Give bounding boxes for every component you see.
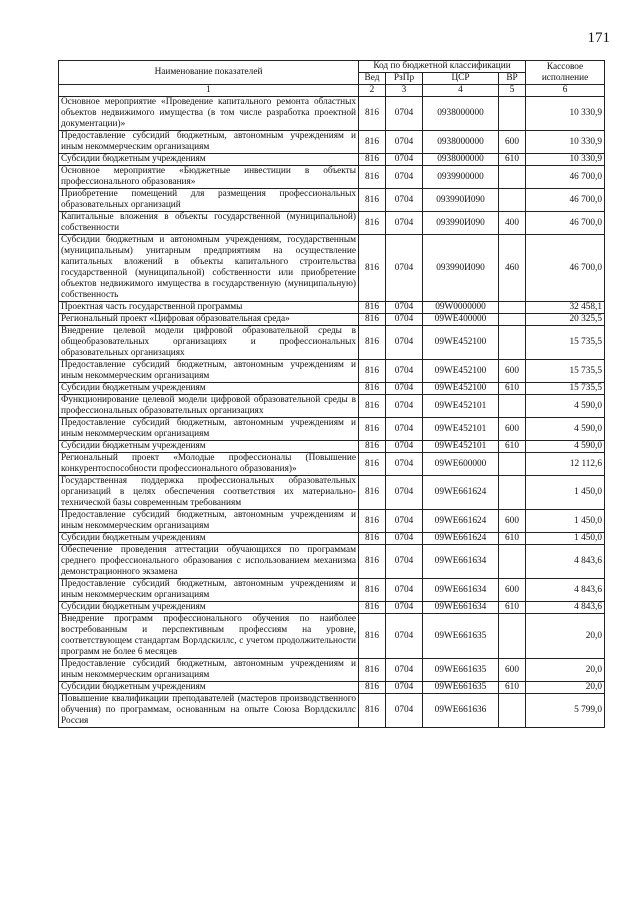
- executed-amount: 15 735,5: [526, 383, 605, 395]
- executed-amount: 20,0: [526, 682, 605, 694]
- ved-code: 816: [359, 510, 386, 533]
- ved-code: 816: [359, 602, 386, 614]
- vr-code: 600: [499, 510, 526, 533]
- rzpr-code: 0704: [386, 694, 423, 728]
- executed-amount: 4 843,6: [526, 579, 605, 602]
- indicator-name: Предоставление субсидий бюджетным, автономным учреждениям и иным некоммерческим организациям: [59, 418, 359, 441]
- csr-code: 09WE661636: [423, 694, 499, 728]
- table-row: [59, 533, 605, 545]
- csr-code: 09WE661634: [423, 545, 499, 579]
- ved-code: 816: [359, 395, 386, 418]
- ved-code: 816: [359, 131, 386, 154]
- table-row: [59, 235, 605, 302]
- rzpr-code: 0704: [386, 97, 423, 131]
- executed-amount: 46 700,0: [526, 166, 605, 189]
- vr-code: [499, 189, 526, 212]
- ved-code: 816: [359, 235, 386, 302]
- table-row: [59, 602, 605, 614]
- table-row: [59, 510, 605, 533]
- table-row: [59, 131, 605, 154]
- column-index: 2: [359, 85, 386, 97]
- executed-amount: 46 700,0: [526, 235, 605, 302]
- rzpr-code: 0704: [386, 154, 423, 166]
- vr-code: [499, 476, 526, 510]
- vr-code: 400: [499, 212, 526, 235]
- executed-amount: 4 843,6: [526, 602, 605, 614]
- table-row: [59, 659, 605, 682]
- ved-code: 816: [359, 533, 386, 545]
- ved-code: 816: [359, 314, 386, 326]
- table-row: [59, 453, 605, 476]
- rzpr-code: 0704: [386, 441, 423, 453]
- table-row: [59, 579, 605, 602]
- executed-amount: 20 325,5: [526, 314, 605, 326]
- vr-code: 600: [499, 131, 526, 154]
- indicator-name: Внедрение целевой модели цифровой образовательной среды в общеобразовательных организациях и профессиональных образовательных организациях: [59, 326, 359, 360]
- executed-amount: 12 112,6: [526, 453, 605, 476]
- csr-code: 09WE600000: [423, 453, 499, 476]
- budget-table: [58, 60, 605, 728]
- vr-code: [499, 545, 526, 579]
- vr-code: [499, 314, 526, 326]
- rzpr-code: 0704: [386, 682, 423, 694]
- table-body: [59, 97, 605, 728]
- ved-code: 816: [359, 579, 386, 602]
- executed-amount: 15 735,5: [526, 360, 605, 383]
- rzpr-code: 0704: [386, 418, 423, 441]
- rzpr-code: 0704: [386, 476, 423, 510]
- table-row: [59, 154, 605, 166]
- rzpr-code: 0704: [386, 235, 423, 302]
- csr-code: 0938000000: [423, 154, 499, 166]
- rzpr-code: 0704: [386, 510, 423, 533]
- executed-amount: 20,0: [526, 659, 605, 682]
- column-index: 4: [423, 85, 499, 97]
- rzpr-code: 0704: [386, 131, 423, 154]
- header-amount: Кассовое исполнение: [526, 61, 605, 85]
- vr-code: [499, 302, 526, 314]
- csr-code: 09WE661635: [423, 659, 499, 682]
- ved-code: 816: [359, 383, 386, 395]
- csr-code: 09WE661624: [423, 476, 499, 510]
- csr-code: 09WE661635: [423, 614, 499, 659]
- indicator-name: Субсидии бюджетным учреждениям: [59, 441, 359, 453]
- vr-code: 460: [499, 235, 526, 302]
- indicator-name: Субсидии бюджетным учреждениям: [59, 602, 359, 614]
- indicator-name: Субсидии бюджетным учреждениям: [59, 682, 359, 694]
- vr-code: 610: [499, 154, 526, 166]
- table-row: [59, 418, 605, 441]
- ved-code: 816: [359, 476, 386, 510]
- table-row: [59, 395, 605, 418]
- vr-code: 600: [499, 418, 526, 441]
- table-row: [59, 97, 605, 131]
- csr-code: 09W0000000: [423, 302, 499, 314]
- column-index: 5: [499, 85, 526, 97]
- table-row: [59, 383, 605, 395]
- table-row: [59, 360, 605, 383]
- indicator-name: Субсидии бюджетным учреждениям: [59, 154, 359, 166]
- indicator-name: Проектная часть государственной программы: [59, 302, 359, 314]
- indicator-name: Функционирование целевой модели цифровой образовательной среды в профессиональных образовательных организациях: [59, 395, 359, 418]
- vr-code: 610: [499, 682, 526, 694]
- executed-amount: 32 458,1: [526, 302, 605, 314]
- rzpr-code: 0704: [386, 326, 423, 360]
- vr-code: 600: [499, 659, 526, 682]
- column-index-row: [59, 85, 605, 97]
- table-row: [59, 189, 605, 212]
- indicator-name: Основное мероприятие «Проведение капитального ремонта областных объектов недвижимого имущества (в том числе разработка проектной документации)»: [59, 97, 359, 131]
- rzpr-code: 0704: [386, 545, 423, 579]
- table-row: [59, 682, 605, 694]
- executed-amount: 5 799,0: [526, 694, 605, 728]
- ved-code: 816: [359, 659, 386, 682]
- header-vr: ВР: [499, 73, 526, 85]
- ved-code: 816: [359, 694, 386, 728]
- indicator-name: Повышение квалификации преподавателей (мастеров производственного обучения) по программам, основанным на опыте Союза Ворлдскиллс Россия: [59, 694, 359, 728]
- vr-code: 600: [499, 360, 526, 383]
- table-header: [59, 61, 605, 97]
- vr-code: [499, 614, 526, 659]
- ved-code: 816: [359, 212, 386, 235]
- ved-code: 816: [359, 166, 386, 189]
- ved-code: 816: [359, 326, 386, 360]
- csr-code: 093990И090: [423, 212, 499, 235]
- indicator-name: Предоставление субсидий бюджетным, автономным учреждениям и иным некоммерческим организациям: [59, 510, 359, 533]
- csr-code: 09WE661635: [423, 682, 499, 694]
- rzpr-code: 0704: [386, 383, 423, 395]
- csr-code: 0938000000: [423, 97, 499, 131]
- ved-code: 816: [359, 418, 386, 441]
- vr-code: 610: [499, 602, 526, 614]
- csr-code: 09WE452101: [423, 395, 499, 418]
- table-row: [59, 476, 605, 510]
- rzpr-code: 0704: [386, 395, 423, 418]
- rzpr-code: 0704: [386, 614, 423, 659]
- column-index: 3: [386, 85, 423, 97]
- rzpr-code: 0704: [386, 579, 423, 602]
- csr-code: 09WE661634: [423, 579, 499, 602]
- table-row: [59, 314, 605, 326]
- header-classification: Код по бюджетной классификации: [359, 61, 526, 73]
- table-row: [59, 166, 605, 189]
- indicator-name: Предоставление субсидий бюджетным, автономным учреждениям и иным некоммерческим организациям: [59, 579, 359, 602]
- ved-code: 816: [359, 614, 386, 659]
- indicator-name: Капитальные вложения в объекты государственной (муниципальной) собственности: [59, 212, 359, 235]
- vr-code: [499, 97, 526, 131]
- vr-code: 610: [499, 533, 526, 545]
- rzpr-code: 0704: [386, 302, 423, 314]
- vr-code: 610: [499, 441, 526, 453]
- csr-code: 093990И090: [423, 235, 499, 302]
- executed-amount: 4 590,0: [526, 395, 605, 418]
- indicator-name: Предоставление субсидий бюджетным, автономным учреждениям и иным некоммерческим организациям: [59, 360, 359, 383]
- executed-amount: 1 450,0: [526, 510, 605, 533]
- ved-code: 816: [359, 453, 386, 476]
- csr-code: 09WE452100: [423, 383, 499, 395]
- vr-code: [499, 395, 526, 418]
- table-row: [59, 326, 605, 360]
- header-name: Наименование показателей: [59, 61, 359, 85]
- rzpr-code: 0704: [386, 533, 423, 545]
- table-row: [59, 694, 605, 728]
- ved-code: 816: [359, 154, 386, 166]
- ved-code: 816: [359, 545, 386, 579]
- vr-code: [499, 166, 526, 189]
- table-row: [59, 302, 605, 314]
- csr-code: 09WE661624: [423, 510, 499, 533]
- indicator-name: Приобретение помещений для размещения профессиональных образовательных организаций: [59, 189, 359, 212]
- ved-code: 816: [359, 189, 386, 212]
- rzpr-code: 0704: [386, 602, 423, 614]
- vr-code: 610: [499, 383, 526, 395]
- csr-code: 09WE452100: [423, 326, 499, 360]
- rzpr-code: 0704: [386, 360, 423, 383]
- csr-code: 09WE452101: [423, 441, 499, 453]
- rzpr-code: 0704: [386, 314, 423, 326]
- indicator-name: Обеспечение проведения аттестации обучающихся по программам среднего профессионального образования с использованием механизма демонстрационного экзамена: [59, 545, 359, 579]
- executed-amount: 46 700,0: [526, 189, 605, 212]
- csr-code: 0938000000: [423, 131, 499, 154]
- indicator-name: Основное мероприятие «Бюджетные инвестиции в объекты профессионального образования»: [59, 166, 359, 189]
- executed-amount: 4 590,0: [526, 418, 605, 441]
- ved-code: 816: [359, 97, 386, 131]
- rzpr-code: 0704: [386, 453, 423, 476]
- header-csr: ЦСР: [423, 73, 499, 85]
- rzpr-code: 0704: [386, 659, 423, 682]
- csr-code: 0939900000: [423, 166, 499, 189]
- vr-code: [499, 453, 526, 476]
- csr-code: 09WE452101: [423, 418, 499, 441]
- rzpr-code: 0704: [386, 166, 423, 189]
- ved-code: 816: [359, 360, 386, 383]
- csr-code: 09WE661634: [423, 602, 499, 614]
- table-row: [59, 441, 605, 453]
- vr-code: 600: [499, 579, 526, 602]
- column-index: 6: [526, 85, 605, 97]
- executed-amount: 1 450,0: [526, 533, 605, 545]
- rzpr-code: 0704: [386, 212, 423, 235]
- column-index: 1: [59, 85, 359, 97]
- executed-amount: 1 450,0: [526, 476, 605, 510]
- csr-code: 09WE400000: [423, 314, 499, 326]
- ved-code: 816: [359, 302, 386, 314]
- indicator-name: Предоставление субсидий бюджетным, автономным учреждениям и иным некоммерческим организациям: [59, 659, 359, 682]
- header-rzpr: РзПр: [386, 73, 423, 85]
- header-ved: Вед: [359, 73, 386, 85]
- executed-amount: 4 590,0: [526, 441, 605, 453]
- table-row: [59, 545, 605, 579]
- executed-amount: 10 330,9: [526, 154, 605, 166]
- indicator-name: Государственная поддержка профессиональных образовательных организаций в целях обеспечения соответствия их материально-технической базы современным требованиям: [59, 476, 359, 510]
- indicator-name: Субсидии бюджетным учреждениям: [59, 533, 359, 545]
- vr-code: [499, 694, 526, 728]
- csr-code: 09WE452100: [423, 360, 499, 383]
- executed-amount: 20,0: [526, 614, 605, 659]
- ved-code: 816: [359, 441, 386, 453]
- executed-amount: 4 843,6: [526, 545, 605, 579]
- csr-code: 093990И090: [423, 189, 499, 212]
- rzpr-code: 0704: [386, 189, 423, 212]
- indicator-name: Субсидии бюджетным и автономным учреждениям, государственным (муниципальным) унитарным предприятиям на осуществление капитальных вложений в объекты капитального строительства государственной (муниципальной) собственности или приобретение объектов недвижимого имущества в государственную (муниципальную) собственность: [59, 235, 359, 302]
- table-row: [59, 614, 605, 659]
- indicator-name: Региональный проект «Молодые профессионалы (Повышение конкурентоспособности профессионального образования)»: [59, 453, 359, 476]
- vr-code: [499, 326, 526, 360]
- executed-amount: 15 735,5: [526, 326, 605, 360]
- indicator-name: Внедрение программ профессионального обучения по наиболее востребованным и перспективным профессиям на уровне, соответствующем стандартам Ворлдскиллс, с учетом продолжительности программ не более 6 месяцев: [59, 614, 359, 659]
- executed-amount: 46 700,0: [526, 212, 605, 235]
- executed-amount: 10 330,9: [526, 97, 605, 131]
- csr-code: 09WE661624: [423, 533, 499, 545]
- indicator-name: Региональный проект «Цифровая образовательная среда»: [59, 314, 359, 326]
- indicator-name: Предоставление субсидий бюджетным, автономным учреждениям и иным некоммерческим организациям: [59, 131, 359, 154]
- indicator-name: Субсидии бюджетным учреждениям: [59, 383, 359, 395]
- ved-code: 816: [359, 682, 386, 694]
- executed-amount: 10 330,9: [526, 131, 605, 154]
- table-row: [59, 212, 605, 235]
- page-number: 171: [587, 30, 610, 46]
